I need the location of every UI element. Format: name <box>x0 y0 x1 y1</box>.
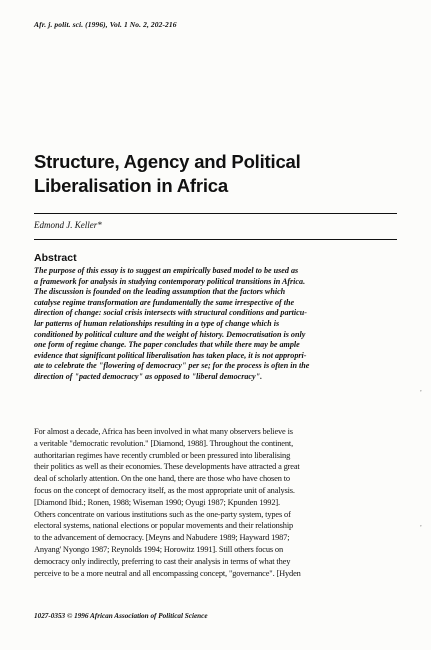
body-line: perceive to be a more neutral and all encompassing concept, "governance". [Hyden <box>34 568 301 578</box>
body-line: [Diamond Ibid.; Ronen, 1988; Wiseman 1990; Oyugi 1987; Kpunden 1992]. <box>34 497 280 507</box>
abstract-line: a framework for analysis in studying contemporary political transitions in Africa. <box>34 276 306 286</box>
abstract-line: direction of change: social crisis intersects with structural conditions and particu- <box>34 308 307 318</box>
abstract-heading: Abstract <box>34 252 77 264</box>
title-line: Structure, Agency and Political <box>34 151 301 172</box>
body-line: to the advancement of democracy. [Meyns and Nabudere 1989; Hayward 1987; <box>34 533 290 543</box>
body-line: democracy only indirectly, preferring to cast their analysis in terms of what they <box>34 556 291 566</box>
margin-mark: , <box>420 520 422 528</box>
body-line: electoral systems, national elections or popular movements and their relationship <box>34 521 294 531</box>
body-line: Anyang' Nyongo 1987; Reynolds 1994; Horowitz 1991]. Still others focus on <box>34 544 284 554</box>
abstract-line: one form of regime change. The paper concludes that while there may be ample <box>34 340 300 350</box>
body-line: Others concentrate on various institutions such as the one-party system, types of <box>34 509 291 519</box>
journal-citation: Afr. j. polit. sci. (1996), Vol. 1 No. 2, 202-216 <box>34 20 177 29</box>
abstract-line: The discussion is founded on the leading assumption that the factors which <box>34 287 286 297</box>
author-rule <box>34 239 397 240</box>
body-line: focus on the concept of democracy itself, as the most appropriate unit of analysis. <box>34 485 295 495</box>
author-name: Edmond J. Keller* <box>34 220 102 230</box>
copyright-footer: 1027-0353 © 1996 African Association of Political Science <box>34 612 208 620</box>
body-line: For almost a decade, Africa has been involved in what many observers believe is <box>34 427 293 436</box>
article-title <box>34 150 404 198</box>
body-line: deal of scholarly attention. On the one hand, there are those who have chosen to <box>34 474 290 484</box>
title-rule <box>34 213 397 214</box>
body-line: a veritable "democratic revolution." [Diamond, 1988]. Throughout the continent, <box>34 438 294 448</box>
title-line: Liberalisation in Africa <box>34 175 228 196</box>
abstract-line: evidence that significant political liberalisation has taken place, it is not appropri- <box>34 350 307 360</box>
margin-mark: , <box>420 385 422 393</box>
abstract-line: The purpose of this essay is to suggest an empirically based model to be used as <box>34 266 299 275</box>
abstract-line: conditioned by political culture and the weight of history. Democratisation is only <box>34 329 306 339</box>
abstract-line: ate to celebrate the "flowering of democracy" per se; for the process is often in the <box>34 361 310 371</box>
abstract-text <box>34 266 397 383</box>
abstract-line: direction of "pacted democracy" as opposed to "liberal democracy". <box>34 371 263 381</box>
body-line: authoritarian regimes have recently crumbled or been pressured into liberalising <box>34 450 291 460</box>
abstract-line: catalyse regime transformation are fundamentally the same irrespective of the <box>34 297 295 307</box>
abstract-line: lar patterns of human relationships resulting in a type of change which is <box>34 318 280 328</box>
body-line: their politics as well as their economies. These developments have attracted a great <box>34 462 300 472</box>
body-paragraph <box>34 426 397 579</box>
